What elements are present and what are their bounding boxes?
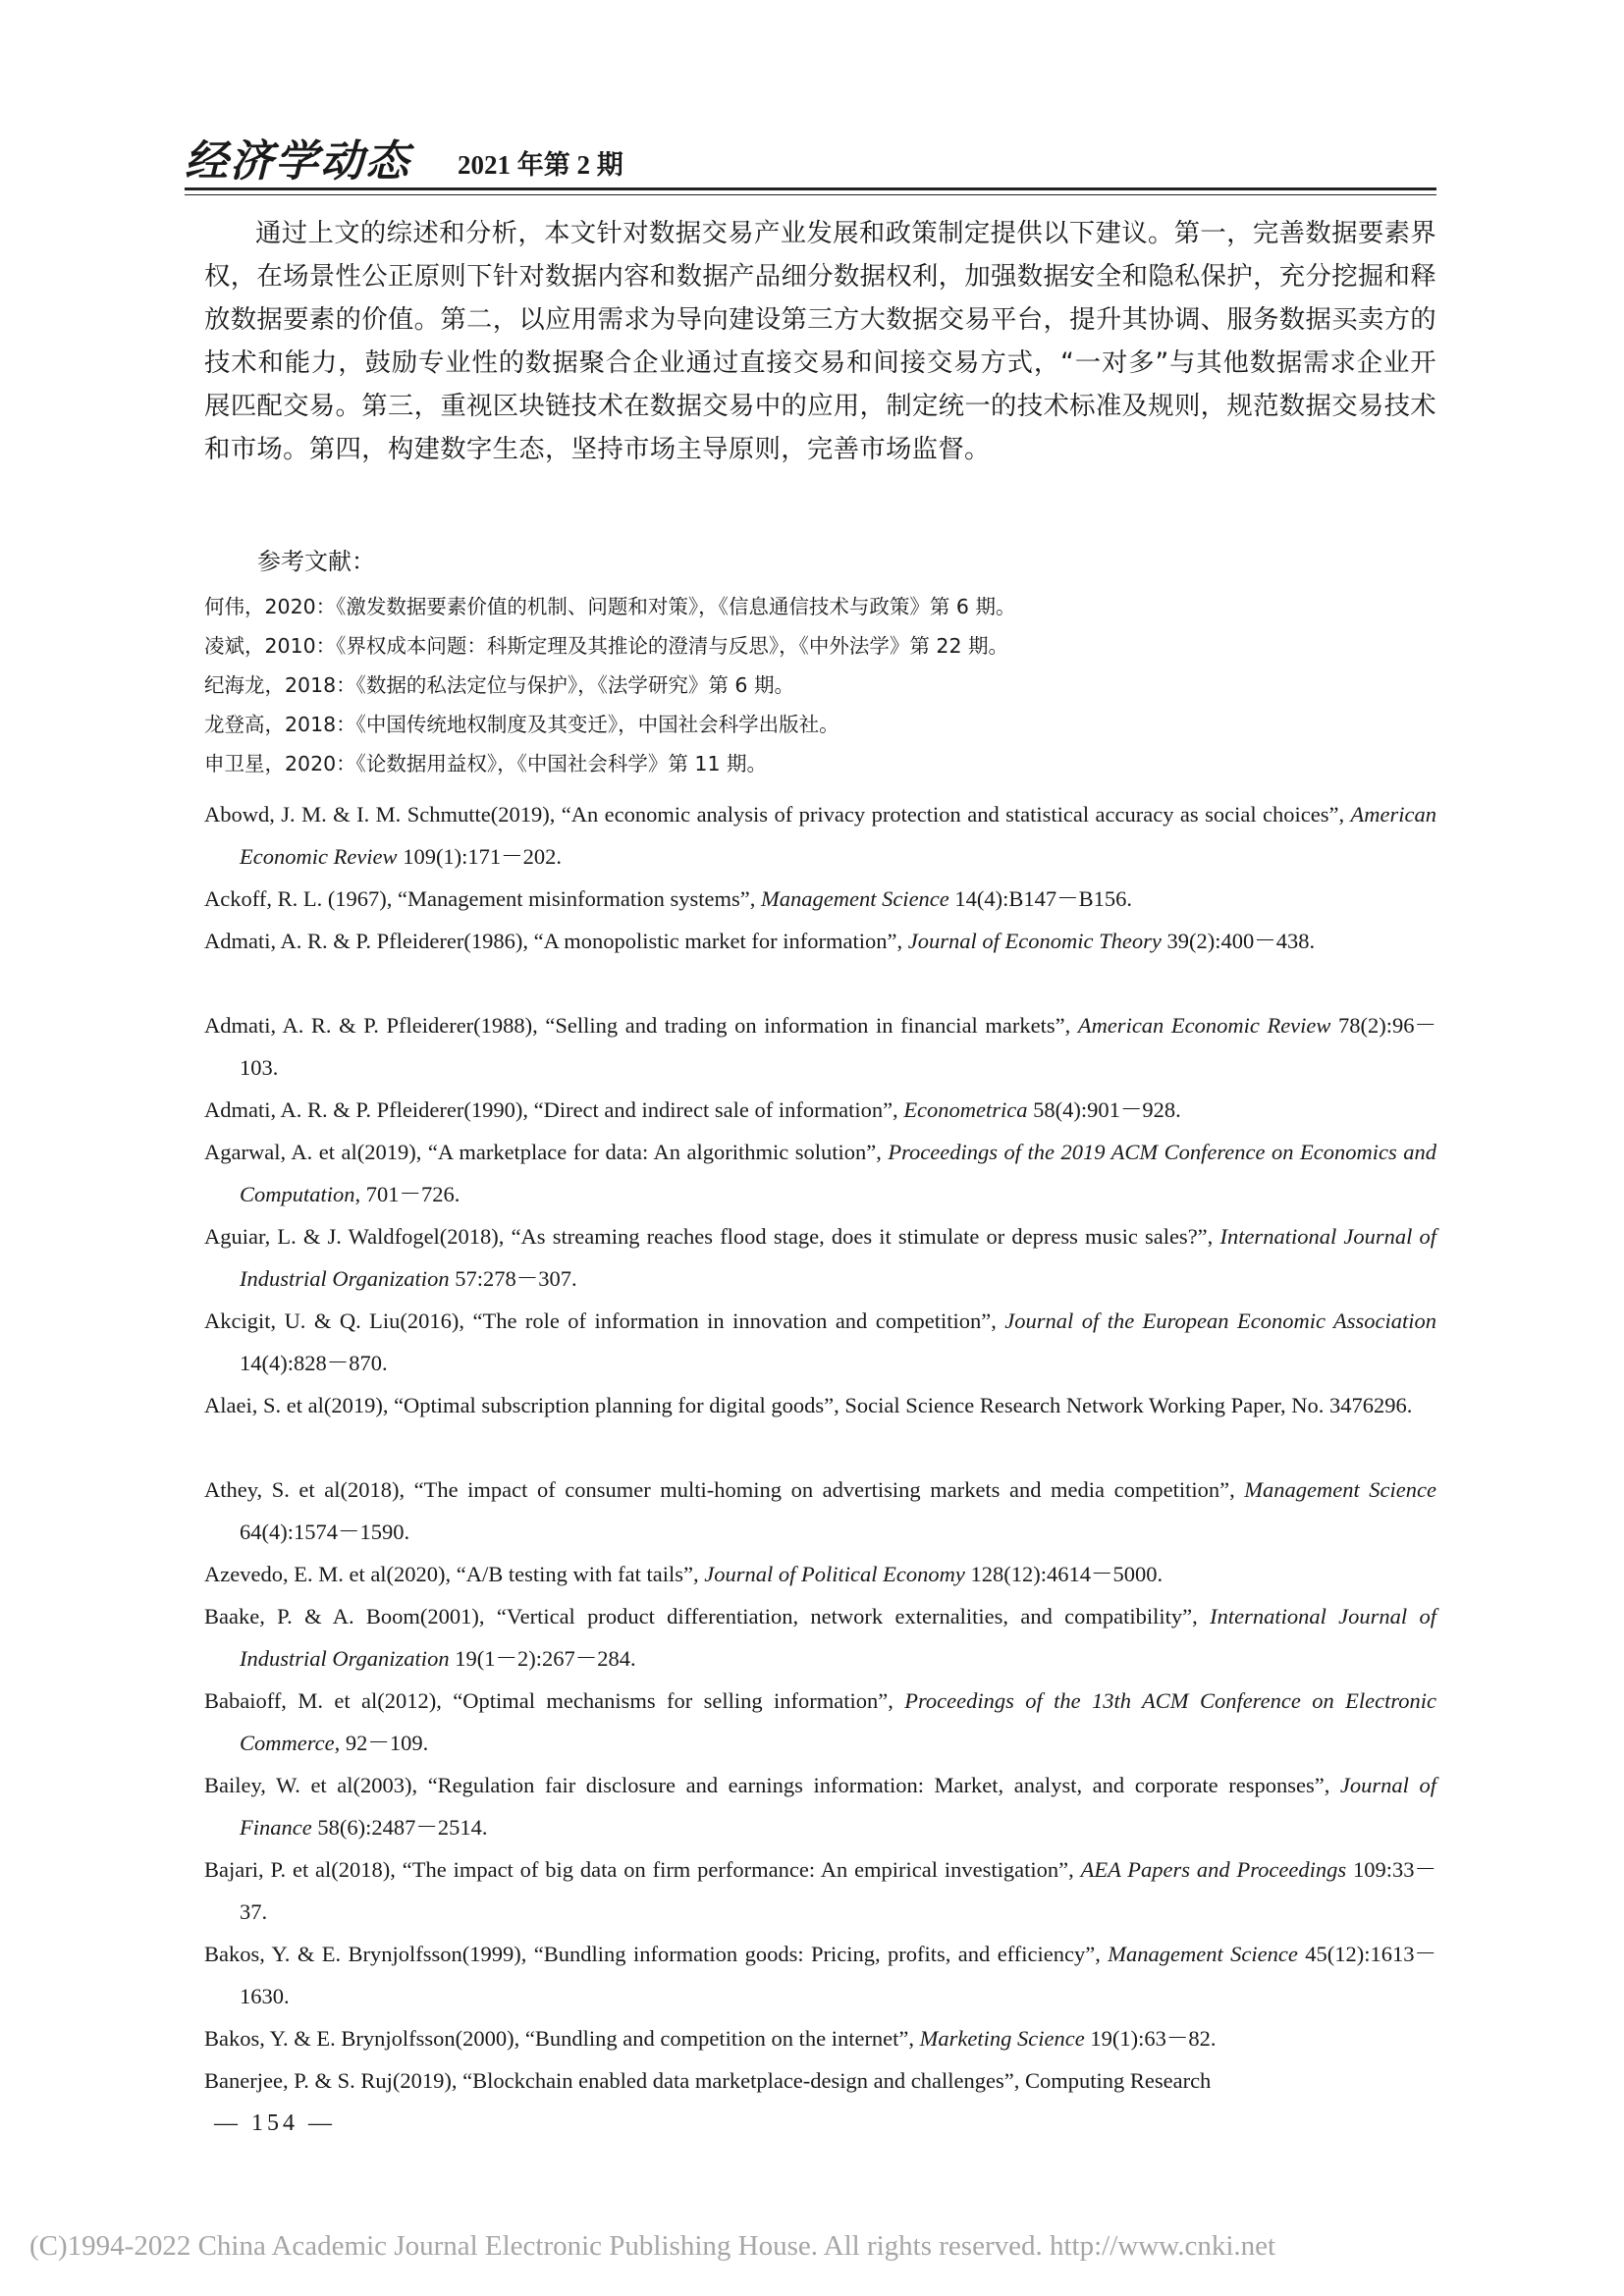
reference-item xyxy=(204,2059,1436,2102)
reference-tail: , 701－726. xyxy=(354,1182,460,1206)
reference-journal: Journal of Finance xyxy=(240,1773,1436,1840)
reference-tail: 58(4):901－928. xyxy=(1027,1097,1181,1122)
reference-text: Azevedo, E. M. et al(2020), “A/B testing with fat tails”, xyxy=(204,1562,705,1586)
reference-tail: , 92－109. xyxy=(334,1731,429,1755)
conclusion-paragraph: 通过上文的综述和分析，本文针对数据交易产业发展和政策制定提供以下建议。第一，完善数据要素界权，在场景性公正原则下针对数据内容和数据产品细分数据权利，加强数据安全和隐私保护，充分挖掘和释放数据要素的价值。第二，以应用需求为导向建设第三方大数据交易平台，提升其协调、服务数据买卖方的技术和能力，鼓励专业性的数据聚合企业通过直接交易和间接交易方式，“一对多”与其他数据需求企业开展匹配交易。第三，重视区块链技术在数据交易中的应用，制定统一的技术标准及规则，规范数据交易技术和市场。第四，构建数字生态，坚持市场主导原则，完善市场监督。 xyxy=(204,218,1436,464)
reference-tail: 39(2):400－438. xyxy=(1161,929,1316,953)
reference-tail: 45(12):1613－1630. xyxy=(240,1942,1436,2008)
reference-item xyxy=(204,1384,1436,1468)
copyright-watermark: (C)1994-2022 China Academic Journal Electronic Publishing House. All rights reserved. http://www.cnki.net xyxy=(29,2230,1276,2262)
running-header xyxy=(185,136,1436,187)
reference-item xyxy=(204,1680,1436,1764)
reference-journal: International Journal of Industrial Organization xyxy=(240,1604,1436,1671)
reference-tail: 57:278－307. xyxy=(449,1266,577,1291)
reference-journal: Journal of the European Economic Association xyxy=(1004,1308,1436,1333)
reference-text: Bakos, Y. & E. Brynjolfsson(1999), “Bundling information goods: Pricing, profits, and efficiency”, xyxy=(204,1942,1109,1966)
reference-journal: Journal of Economic Theory xyxy=(907,929,1162,953)
page-number: — 154 — xyxy=(214,2110,336,2136)
reference-text: Athey, S. et al(2018), “The impact of consumer multi-homing on advertising markets and media competition”, xyxy=(204,1477,1245,1502)
reference-journal: Proceedings of the 2019 ACM Conference on Economics and Computation xyxy=(240,1140,1436,1206)
reference-text: Aguiar, L. & J. Waldfogel(2018), “As streaming reaches flood stage, does it stimulate or depress music sales?”, xyxy=(204,1224,1220,1249)
reference-item: 龙登高，2018：《中国传统地权制度及其变迁》，中国社会科学出版社。 xyxy=(204,713,839,736)
reference-journal: American Economic Review xyxy=(240,802,1436,869)
reference-text: Akcigit, U. & Q. Liu(2016), “The role of information in innovation and competition”, xyxy=(204,1308,1005,1333)
reference-journal: Proceedings of the 13th ACM Conference on Electronic Commerce xyxy=(240,1688,1436,1755)
reference-text: Bakos, Y. & E. Brynjolfsson(2000), “Bundling and competition on the internet”, xyxy=(204,2026,920,2051)
reference-item xyxy=(204,1089,1436,1131)
reference-journal: American Economic Review xyxy=(1077,1013,1331,1038)
reference-tail: 19(1):63－82. xyxy=(1084,2026,1217,2051)
reference-text: Babaioff, M. et al(2012), “Optimal mechanisms for selling information”, xyxy=(204,1688,905,1713)
reference-text: Baake, P. & A. Boom(2001), “Vertical product differentiation, network externalities, and compatibility”, xyxy=(204,1604,1211,1629)
reference-text: Alaei, S. et al(2019), “Optimal subscription planning for digital goods”, Social Science Research Network Working Paper, No. 3476296. xyxy=(204,1393,1413,1417)
reference-tail: 19(1－2):267－284. xyxy=(449,1646,636,1671)
english-reference-list xyxy=(204,793,1436,2102)
reference-item xyxy=(204,1300,1436,1384)
reference-text: Admati, A. R. & P. Pfleiderer(1988), “Selling and trading on information in financial markets”, xyxy=(204,1013,1078,1038)
reference-item: 凌斌，2010：《界权成本问题：科斯定理及其推论的澄清与反思》，《中外法学》第 22 期。 xyxy=(204,634,1009,658)
header-rule-thin xyxy=(185,194,1436,195)
reference-item xyxy=(204,1004,1436,1089)
reference-item xyxy=(204,1553,1436,1595)
reference-tail: 109:33－37. xyxy=(240,1857,1436,1924)
reference-item xyxy=(204,2017,1436,2059)
reference-item xyxy=(204,920,1436,1004)
reference-text: Bajari, P. et al(2018), “The impact of big data on firm performance: An empirical investigation”, xyxy=(204,1857,1081,1882)
reference-item xyxy=(204,1848,1436,1933)
reference-journal: Marketing Science xyxy=(919,2026,1085,2051)
reference-item: 纪海龙，2018：《数据的私法定位与保护》，《法学研究》第 6 期。 xyxy=(204,673,794,697)
reference-text: Ackoff, R. L. (1967), “Management misinformation systems”, xyxy=(204,886,761,911)
reference-journal: AEA Papers and Proceedings xyxy=(1080,1857,1347,1882)
reference-item xyxy=(204,1215,1436,1300)
reference-text: Bailey, W. et al(2003), “Regulation fair disclosure and earnings information: Market, analyst, and corporate responses”, xyxy=(204,1773,1340,1797)
reference-journal: Management Science xyxy=(760,886,949,911)
reference-text: Banerjee, P. & S. Ruj(2019), “Blockchain enabled data marketplace-design and challenges”, Computing Research xyxy=(204,2068,1212,2093)
reference-journal: Management Science xyxy=(1108,1942,1298,1966)
reference-journal: Journal of Political Economy xyxy=(704,1562,965,1586)
reference-tail: 14(4):B147－B156. xyxy=(948,886,1133,911)
reference-item xyxy=(204,1595,1436,1680)
reference-tail: 64(4):1574－1590. xyxy=(240,1520,410,1544)
reference-text: Abowd, J. M. & I. M. Schmutte(2019), “An economic analysis of privacy protection and statistical accuracy as social choices”, xyxy=(204,802,1351,827)
reference-item xyxy=(204,878,1436,920)
reference-item xyxy=(204,1933,1436,2017)
reference-item xyxy=(204,1468,1436,1553)
reference-tail: 128(12):4614－5000. xyxy=(964,1562,1164,1586)
reference-journal: Econometrica xyxy=(903,1097,1028,1122)
reference-tail: 58(6):2487－2514. xyxy=(311,1815,488,1840)
reference-text: Admati, A. R. & P. Pfleiderer(1990), “Direct and indirect sale of information”, xyxy=(204,1097,904,1122)
issue-label: 2021 年第 2 期 xyxy=(458,150,623,180)
reference-item xyxy=(204,1764,1436,1848)
references-heading: 参考文献： xyxy=(257,548,375,575)
reference-journal: International Journal of Industrial Organization xyxy=(240,1224,1436,1291)
reference-tail: 109(1):171－202. xyxy=(397,844,563,869)
reference-tail: 14(4):828－870. xyxy=(240,1351,388,1375)
chinese-reference-list xyxy=(204,587,1436,783)
journal-name: 经济学动态 xyxy=(185,136,410,187)
reference-text: Admati, A. R. & P. Pfleiderer(1986), “A monopolistic market for information”, xyxy=(204,929,908,953)
reference-item: 何伟，2020：《激发数据要素价值的机制、问题和对策》，《信息通信技术与政策》第 6 期。 xyxy=(204,595,1016,618)
reference-item: 申卫星，2020：《论数据用益权》，《中国社会科学》第 11 期。 xyxy=(204,752,768,775)
reference-item xyxy=(204,793,1436,878)
reference-tail: 78(2):96－103. xyxy=(240,1013,1436,1080)
reference-text: Agarwal, A. et al(2019), “A marketplace for data: An algorithmic solution”, xyxy=(204,1140,889,1164)
header-rule-thick xyxy=(185,187,1436,190)
reference-item xyxy=(204,1131,1436,1215)
reference-journal: Management Science xyxy=(1244,1477,1436,1502)
